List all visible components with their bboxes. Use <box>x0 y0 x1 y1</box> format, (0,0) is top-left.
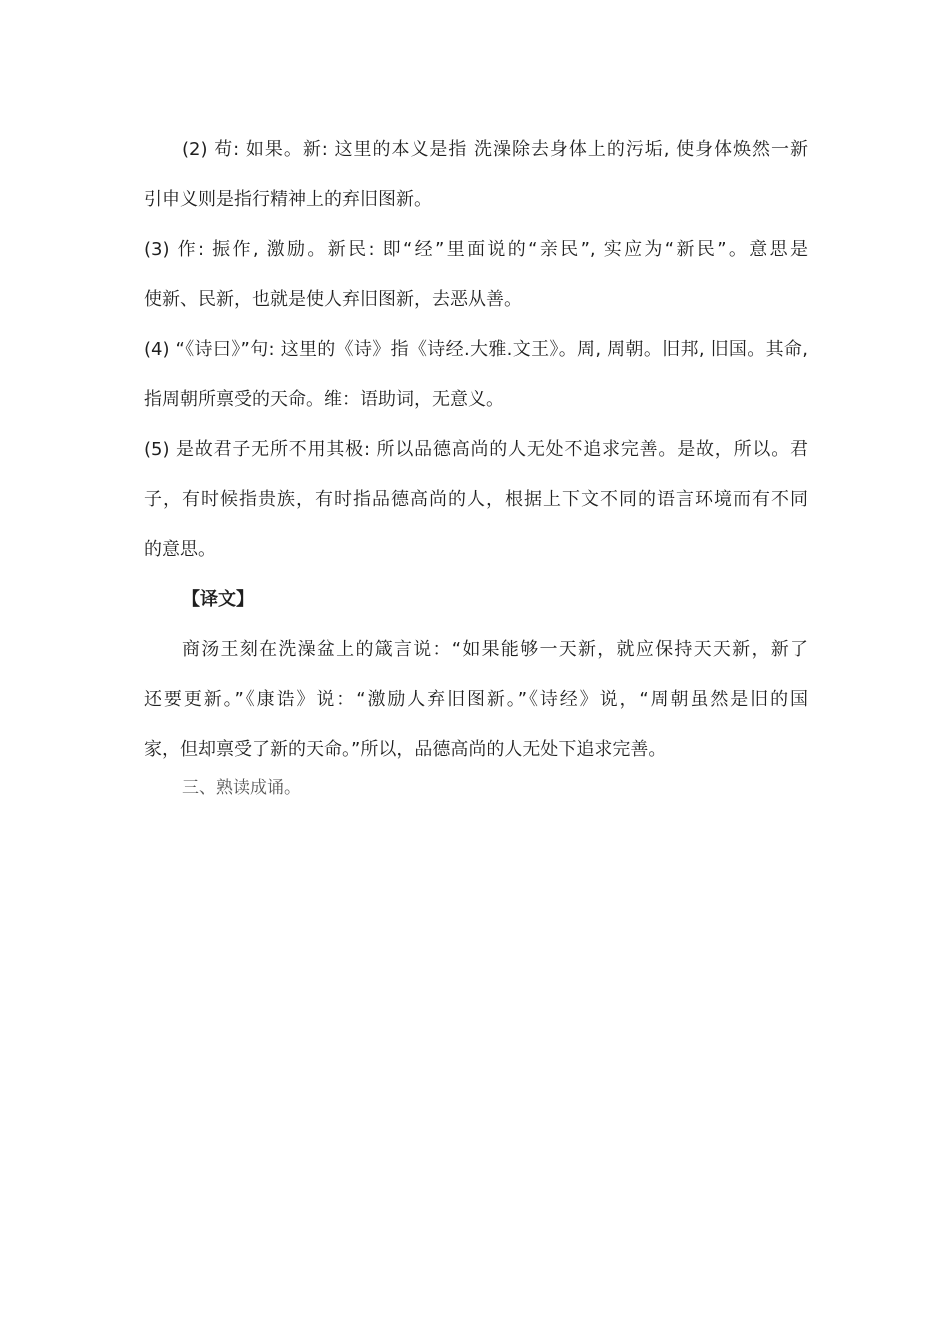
note-3-line-1: (3) 作: 振作, 激励。新民: 即“经”里面说的“亲民”, 实应为“新民”。意思是 <box>144 239 808 260</box>
translation-heading: 【译文】 <box>182 589 254 610</box>
note-2-line-1: (2) 苟: 如果。新: 这里的本义是指 洗澡除去身体上的污垢, 使身体焕然一新 <box>182 139 808 160</box>
note-2-line-2: 引申义则是指行精神上的弃旧图新。 <box>144 189 432 210</box>
translation-line-3: 家，但却禀受了新的天命。”所以，品德高尚的人无处下追求完善。 <box>144 739 667 760</box>
section-three-instruction: 三、熟读成诵。 <box>182 778 301 798</box>
note-3-line-2: 使新、民新，也就是使人弃旧图新，去恶从善。 <box>144 289 522 310</box>
note-4-line-2: 指周朝所禀受的天命。维：语助词，无意义。 <box>144 389 504 410</box>
note-4-line-1: (4) “《诗曰》”句: 这里的《诗》指《诗经.大雅.文王》。周, 周朝。旧邦, 旧国。其命, <box>144 339 808 360</box>
note-5-line-3: 的意思。 <box>144 539 216 560</box>
translation-line-2: 还要更新。”《康诰》说：“激励人弃旧图新。”《诗经》说，“周朝虽然是旧的国 <box>144 689 808 710</box>
document-body <box>144 125 808 801</box>
note-5-line-1: (5) 是故君子无所不用其极: 所以品德高尚的人无处不追求完善。是故，所以。君 <box>144 439 808 460</box>
note-5-line-2: 子，有时候指贵族，有时指品德高尚的人，根据上下文不同的语言环境而有不同 <box>144 489 808 510</box>
translation-line-1: 商汤王刻在洗澡盆上的箴言说：“如果能够一天新，就应保持天天新，新了 <box>182 639 808 660</box>
